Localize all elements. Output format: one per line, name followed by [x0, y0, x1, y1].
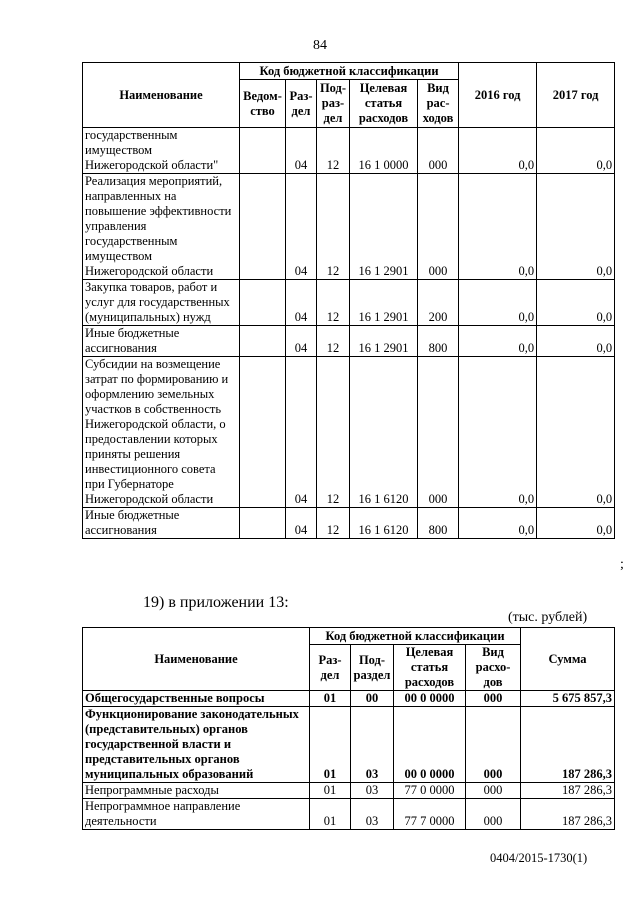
- cell-podrazdel: 12: [317, 174, 350, 280]
- row-name: Реализация мероприятий, направленных на повышение эффективности управления государственным имуществом Нижегородской области: [83, 174, 240, 280]
- cell-razdel: 01: [310, 783, 351, 799]
- cell-podrazdel: 03: [351, 799, 394, 830]
- table-row: [83, 280, 615, 326]
- cell-year-2016: 0,0: [459, 508, 537, 539]
- table-row: [83, 691, 615, 707]
- header-vedomstvo: Ведом-ство: [240, 80, 286, 128]
- cell-celevaya-statya: 16 1 6120: [350, 508, 418, 539]
- cell-vid-rashodov: 800: [418, 508, 459, 539]
- cell-celevaya-statya: 16 1 2901: [350, 174, 418, 280]
- cell-podrazdel: 12: [317, 128, 350, 174]
- cell-razdel: 01: [310, 799, 351, 830]
- cell-vedomstvo: [240, 128, 286, 174]
- row-name: Функционирование законодательных (представительных) органов государственной власти и представительных органов муниципальных образований: [83, 707, 310, 783]
- row-name: Закупка товаров, работ и услуг для государственных (муниципальных) нужд: [83, 280, 240, 326]
- cell-celevaya-statya: 16 1 0000: [350, 128, 418, 174]
- cell-podrazdel: 03: [351, 707, 394, 783]
- row-name: Непрограммное направление деятельности: [83, 799, 310, 830]
- cell-summa: 5 675 857,3: [521, 691, 615, 707]
- row-name: Иные бюджетные ассигнования: [83, 508, 240, 539]
- cell-year-2017: 0,0: [537, 280, 615, 326]
- header-year-2017: 2017 год: [537, 63, 615, 128]
- header-vid-rashodov: Вид рас-ходов: [418, 80, 459, 128]
- row-name: Субсидии на возмещение затрат по формированию и оформлению земельных участков в собственность Нижегородской области, о предоставлении которых приняты решения инвестиционного совета при Губернаторе Нижегородской области: [83, 357, 240, 508]
- cell-razdel: 01: [310, 691, 351, 707]
- header-podrazdel: Под-раз-дел: [317, 80, 350, 128]
- cell-vid-rashodov: 000: [418, 128, 459, 174]
- header-celevaya-statya: Целевая статья расходов: [350, 80, 418, 128]
- cell-vedomstvo: [240, 280, 286, 326]
- table-row: [83, 799, 615, 830]
- cell-vid-rashodov: 000: [418, 174, 459, 280]
- cell-year-2017: 0,0: [537, 128, 615, 174]
- cell-razdel: 04: [286, 174, 317, 280]
- cell-summa: 187 286,3: [521, 799, 615, 830]
- cell-year-2017: 0,0: [537, 508, 615, 539]
- cell-podrazdel: 12: [317, 280, 350, 326]
- row-name: Общегосударственные вопросы: [83, 691, 310, 707]
- cell-year-2016: 0,0: [459, 174, 537, 280]
- cell-podrazdel: 03: [351, 783, 394, 799]
- cell-year-2017: 0,0: [537, 357, 615, 508]
- cell-year-2016: 0,0: [459, 357, 537, 508]
- cell-vedomstvo: [240, 326, 286, 357]
- cell-celevaya-statya: 77 0 0000: [394, 783, 466, 799]
- cell-vid-rashodov: 000: [466, 799, 521, 830]
- cell-podrazdel: 12: [317, 508, 350, 539]
- header-name: Наименование: [83, 63, 240, 128]
- table-row: [83, 783, 615, 799]
- page-number: 84: [313, 38, 327, 53]
- header-razdel: Раз-дел: [286, 80, 317, 128]
- semicolon: ;: [620, 557, 624, 572]
- cell-celevaya-statya: 77 7 0000: [394, 799, 466, 830]
- cell-vid-rashodov: 200: [418, 280, 459, 326]
- table-row: [83, 174, 615, 280]
- row-name: Иные бюджетные ассигнования: [83, 326, 240, 357]
- cell-vid-rashodov: 800: [418, 326, 459, 357]
- header-classification-code: Код бюджетной классификации: [240, 63, 459, 80]
- document-code: 0404/2015-1730(1): [490, 851, 588, 865]
- table-row: [83, 707, 615, 783]
- cell-celevaya-statya: 00 0 0000: [394, 691, 466, 707]
- table-row: [83, 357, 615, 508]
- cell-razdel: 04: [286, 280, 317, 326]
- cell-vid-rashodov: 000: [466, 707, 521, 783]
- cell-celevaya-statya: 16 1 6120: [350, 357, 418, 508]
- cell-vid-rashodov: 000: [466, 783, 521, 799]
- budget-table-appendix-13: [82, 627, 615, 830]
- header-celevaya-statya: Целевая статья расходов: [394, 645, 466, 691]
- row-name: Непрограммные расходы: [83, 783, 310, 799]
- cell-razdel: 04: [286, 357, 317, 508]
- header-year-2016: 2016 год: [459, 63, 537, 128]
- cell-year-2017: 0,0: [537, 326, 615, 357]
- budget-table-2016-2017: [82, 62, 615, 539]
- cell-vedomstvo: [240, 508, 286, 539]
- cell-podrazdel: 00: [351, 691, 394, 707]
- table-row: [83, 128, 615, 174]
- cell-podrazdel: 12: [317, 326, 350, 357]
- cell-razdel: 01: [310, 707, 351, 783]
- units-label: (тыс. рублей): [508, 610, 588, 625]
- cell-razdel: 04: [286, 326, 317, 357]
- cell-vid-rashodov: 000: [466, 691, 521, 707]
- table-row: [83, 326, 615, 357]
- cell-celevaya-statya: 16 1 2901: [350, 326, 418, 357]
- cell-razdel: 04: [286, 508, 317, 539]
- header-name: Наименование: [83, 628, 310, 691]
- cell-vid-rashodov: 000: [418, 357, 459, 508]
- cell-celevaya-statya: 00 0 0000: [394, 707, 466, 783]
- row-name: государственным имуществом Нижегородской области": [83, 128, 240, 174]
- header-razdel: Раз-дел: [310, 645, 351, 691]
- cell-summa: 187 286,3: [521, 783, 615, 799]
- cell-razdel: 04: [286, 128, 317, 174]
- cell-celevaya-statya: 16 1 2901: [350, 280, 418, 326]
- cell-year-2016: 0,0: [459, 280, 537, 326]
- header-vid-rashodov: Вид расхо-дов: [466, 645, 521, 691]
- header-podrazdel: Под-раздел: [351, 645, 394, 691]
- cell-vedomstvo: [240, 357, 286, 508]
- cell-summa: 187 286,3: [521, 707, 615, 783]
- cell-year-2016: 0,0: [459, 326, 537, 357]
- cell-year-2016: 0,0: [459, 128, 537, 174]
- table-row: [83, 508, 615, 539]
- cell-year-2017: 0,0: [537, 174, 615, 280]
- header-classification-code: Код бюджетной классификации: [310, 628, 521, 645]
- cell-vedomstvo: [240, 174, 286, 280]
- appendix-intro: 19) в приложении 13:: [143, 594, 289, 611]
- header-summa: Сумма: [521, 628, 615, 691]
- cell-podrazdel: 12: [317, 357, 350, 508]
